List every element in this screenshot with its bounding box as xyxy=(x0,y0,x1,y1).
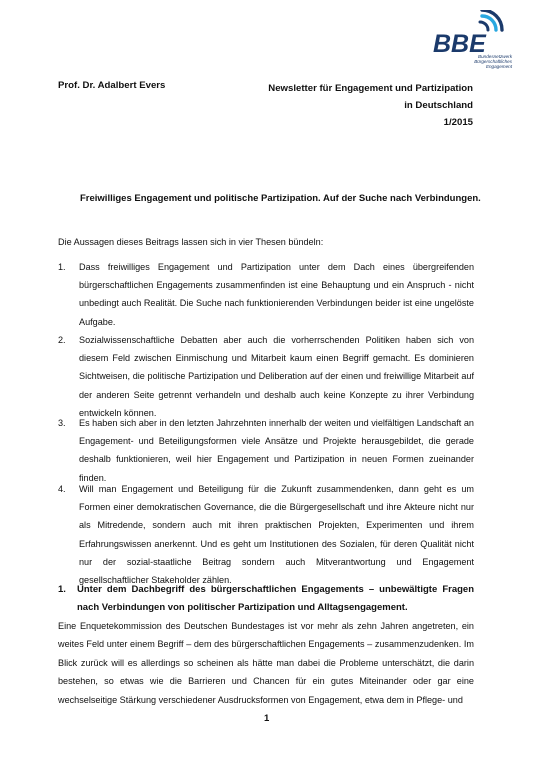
logo-tagline xyxy=(452,54,512,70)
thesis-text: Sozialwissenschaftliche Debatten aber auch die vorherrschenden Politiken haben sich von diesem Feld zwischen Einmischung und Mitarbeit kaum einen Begriff gemacht. Es dominieren Sichtweisen, die politische Partizipation und Deliberation auf der einen und freiwillige Mitarbeit auf der anderen Seite getrennt verhandeln und deshalb auch keine Konzepte zu ihrer Verbindung entwickeln können. xyxy=(79,335,474,418)
intro-text: Die Aussagen dieses Beitrags lassen sich in vier Thesen bündeln: xyxy=(58,237,324,247)
bbe-logo-mark xyxy=(432,10,510,58)
newsletter-subtitle: in Deutschland xyxy=(404,100,473,111)
thesis-number: 3. xyxy=(58,418,66,428)
logo-tagline-line: Bürgerschaftliches xyxy=(474,59,512,65)
thesis-text: Dass freiwilliges Engagement und Partizipation unter dem Dach eines übergreifenden bürgerschaftlichen Engagements zusammenfinden ist eine Behauptung und ein Anspruch - nicht unbedingt auch Realität. Die Suche nach funktionierenden Verbindungen beider ist eine ungelöste Aufgabe. xyxy=(79,262,474,327)
author-name: Prof. Dr. Adalbert Evers xyxy=(58,80,166,91)
section-heading-text: Unter dem Dachbegriff des bürgerschaftlichen Engagements – unbewältigte Fragen nach Verbindungen von politischer Partizipation und Alltagsengagement. xyxy=(77,584,474,614)
thesis-number: 2. xyxy=(58,335,66,345)
thesis-number: 4. xyxy=(58,484,66,494)
thesis-number: 1. xyxy=(58,262,66,272)
newsletter-issue: 1/2015 xyxy=(443,117,473,128)
logo-tagline-line: Engagement xyxy=(485,64,512,70)
thesis-text: Will man Engagement und Beteiligung für die Zukunft zusammendenken, dann geht es um Formen einer demokratischen Governance, die die Bürgergesellschaft und ihre Akteure nicht nur als Mitredende, sondern auch mit ihren praktischen Projekten, Experimenten und ihrem Erfahrungswissen anerkennt. Und es geht um Institutionen des Sozialen, für deren Qualität nicht nur der sozial-staatliche Beitrag sondern auch Mitverantwortung und Engagement gesellschaftlicher Stakeholder zählen. xyxy=(79,484,474,586)
thesis-item xyxy=(58,414,474,487)
newsletter-title: Newsletter für Engagement und Partizipation xyxy=(268,83,473,94)
bbe-logo xyxy=(432,10,510,74)
section-number: 1. xyxy=(58,584,66,595)
thesis-item xyxy=(58,480,474,589)
thesis-item xyxy=(58,331,474,422)
page-number: 1 xyxy=(264,713,270,724)
article-title: Freiwilliges Engagement und politische Partizipation. Auf der Suche nach Verbindungen. xyxy=(80,193,481,204)
thesis-text: Es haben sich aber in den letzten Jahrzehnten innerhalb der weiten und vielfältigen Landschaft an Engagement- und Beteiligungsformen viele Ansätze und Projekte herausgebildet, die gerade deshalb funktionieren, weil hier Engagement und Partizipation in neuen Formen zueinander finden. xyxy=(79,418,474,483)
thesis-item xyxy=(58,258,474,331)
section-heading xyxy=(58,581,474,617)
logo-tagline-line: Bundesnetzwerk xyxy=(478,54,512,59)
body-paragraph: Eine Enquetekommission des Deutschen Bundestages ist vor mehr als zehn Jahren angetreten, ein weites Feld unter einem Begriff – dem des bürgerschaftlichen Engagements – zusammenzudenken. Im Blick zurück will es allerdings so scheinen als hätte man dabei die Probleme unterschätzt, die darin bestehen, so etwas wie die Barrieren und Chancen für ein gutes Miteinander oder gar eine wechselseitige Stärkung verschiedener Ausdrucksformen von Engagement, etwa dem in Pflege- und xyxy=(58,621,474,705)
logo-letters: BBE xyxy=(433,30,486,58)
newsletter-info xyxy=(268,80,473,131)
